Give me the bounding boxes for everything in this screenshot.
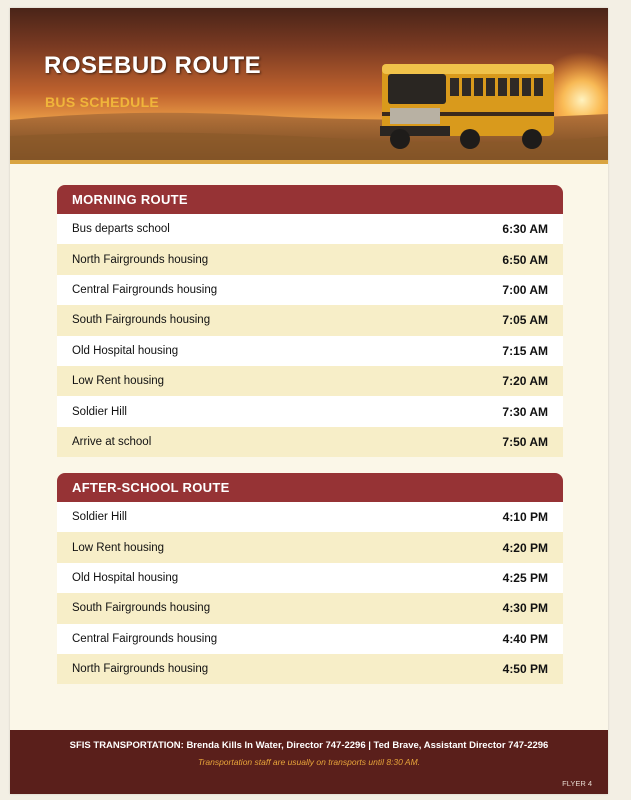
- stop-time: 4:10 PM: [502, 510, 548, 525]
- table-row: [57, 593, 563, 623]
- stop-name: North Fairgrounds housing: [72, 663, 209, 676]
- page-subtitle: BUS SCHEDULE: [45, 94, 160, 110]
- table-row: [57, 396, 563, 426]
- table-row: [57, 336, 563, 366]
- stop-name: Arrive at school: [72, 435, 152, 448]
- school-bus-icon: [380, 64, 554, 149]
- after-school-route-rows: [57, 502, 563, 684]
- stop-name: Central Fairgrounds housing: [72, 283, 218, 296]
- stop-name: North Fairgrounds housing: [72, 253, 209, 266]
- after-school-route-heading: AFTER-SCHOOL ROUTE: [57, 473, 563, 502]
- stop-time: 7:05 AM: [502, 313, 548, 328]
- table-row: [57, 427, 563, 457]
- stop-time: 4:50 PM: [502, 662, 548, 677]
- stop-time: 7:30 AM: [502, 404, 548, 419]
- table-row: [57, 654, 563, 684]
- stop-time: 7:50 AM: [502, 434, 548, 449]
- stop-name: Soldier Hill: [72, 511, 127, 524]
- stop-time: 6:50 AM: [502, 252, 548, 267]
- stop-name: Low Rent housing: [72, 541, 165, 554]
- flyer-number: FLYER 4: [562, 779, 592, 788]
- table-row: [57, 624, 563, 654]
- table-row: [57, 305, 563, 335]
- table-row: [57, 563, 563, 593]
- after-school-route-table: [57, 473, 563, 684]
- header-divider: [10, 160, 608, 164]
- stop-name: Old Hospital housing: [72, 571, 179, 584]
- table-row: [57, 366, 563, 396]
- stop-time: 4:20 PM: [502, 540, 548, 555]
- flyer-page: [10, 8, 608, 794]
- stop-time: 4:40 PM: [502, 631, 548, 646]
- table-row: [57, 244, 563, 274]
- stop-name: Soldier Hill: [72, 405, 127, 418]
- stop-name: South Fairgrounds housing: [72, 602, 211, 615]
- table-row: [57, 532, 563, 562]
- stop-name: Central Fairgrounds housing: [72, 632, 218, 645]
- morning-route-rows: [57, 214, 563, 457]
- header-banner: [10, 8, 608, 163]
- table-row: [57, 275, 563, 305]
- footer-contacts: SFIS TRANSPORTATION: Brenda Kills In Water, Director 747-2296 | Ted Brave, Assistant Director 747-2296: [69, 740, 549, 751]
- sunset-bus-illustration: [10, 8, 608, 163]
- stop-name: Old Hospital housing: [72, 344, 179, 357]
- morning-route-heading: MORNING ROUTE: [57, 185, 563, 214]
- stop-time: 4:30 PM: [502, 601, 548, 616]
- stop-time: 7:00 AM: [502, 282, 548, 297]
- stop-time: 7:15 AM: [502, 343, 548, 358]
- footer-contact-bar: [10, 730, 608, 794]
- morning-route-table: [57, 185, 563, 457]
- stop-time: 6:30 AM: [502, 222, 548, 237]
- stop-name: Low Rent housing: [72, 375, 165, 388]
- stop-time: 7:20 AM: [502, 374, 548, 389]
- footer-note: Transportation staff are usually on transports until 8:30 AM.: [197, 757, 421, 767]
- table-row: [57, 214, 563, 244]
- page-title: ROSEBUD ROUTE: [44, 52, 262, 79]
- table-row: [57, 502, 563, 532]
- stop-name: Bus departs school: [72, 223, 170, 236]
- stop-time: 4:25 PM: [502, 570, 548, 585]
- stop-name: South Fairgrounds housing: [72, 314, 211, 327]
